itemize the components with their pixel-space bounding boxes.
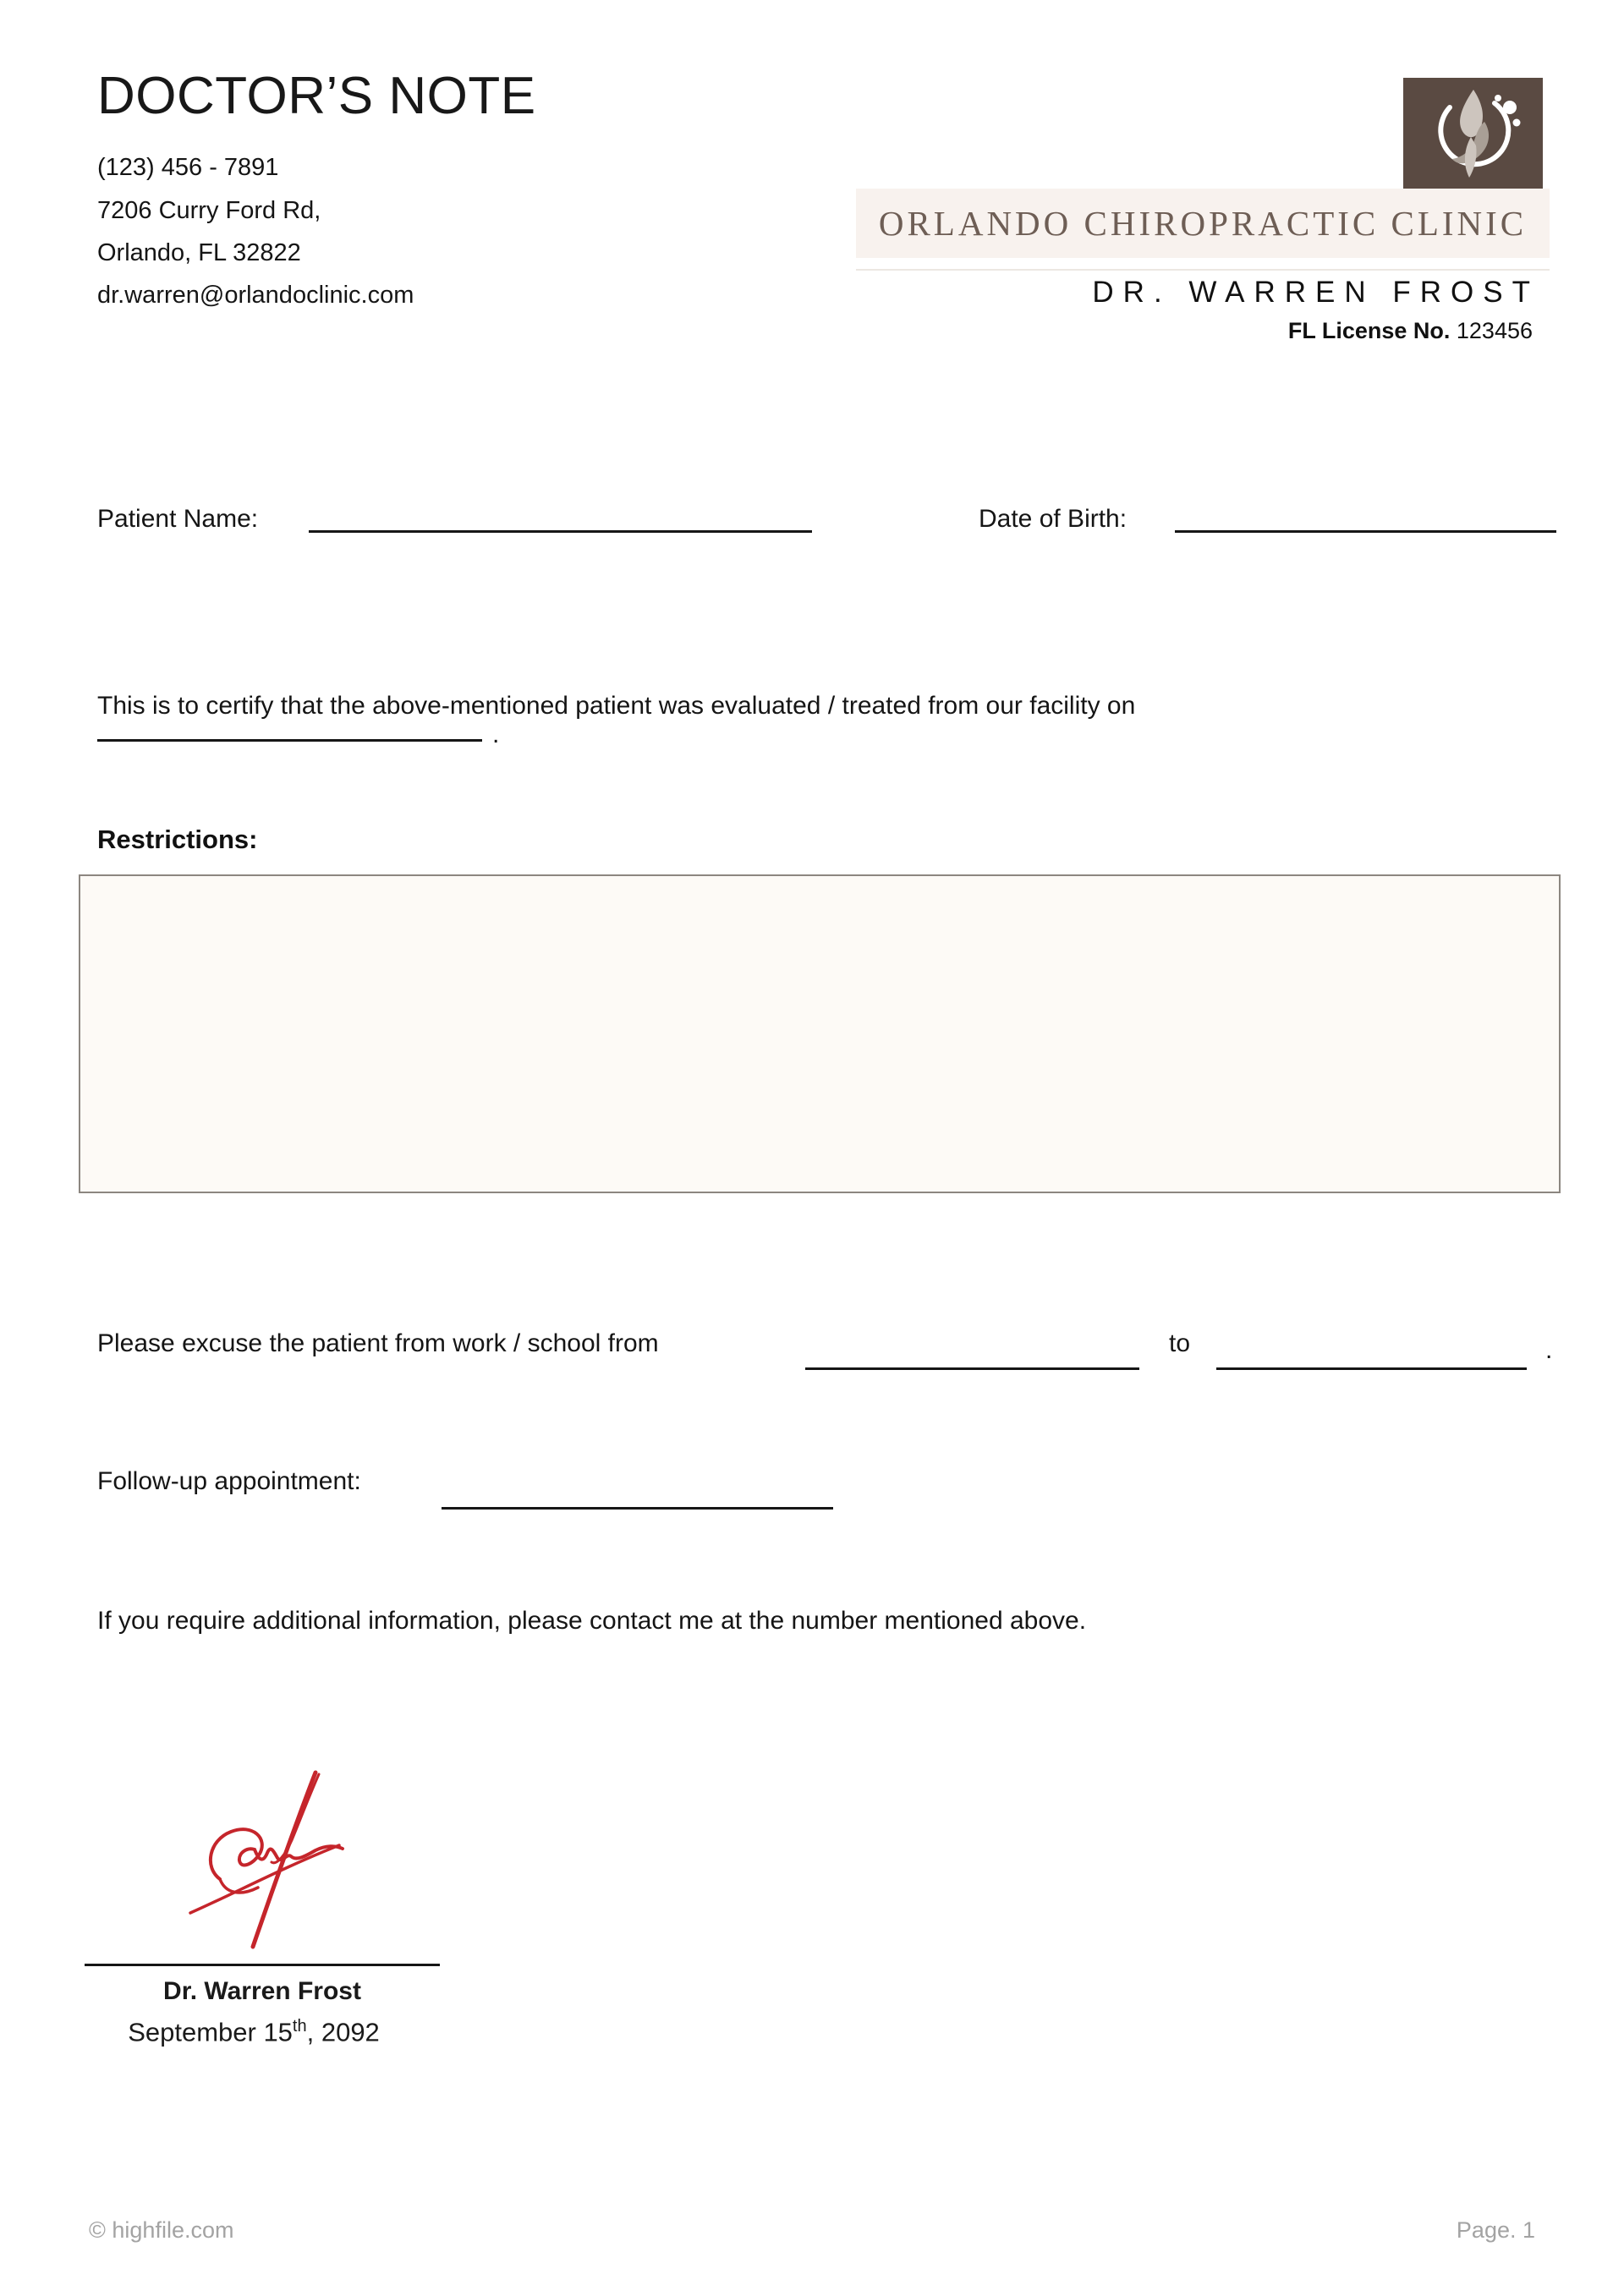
clinic-address-line1: 7206 Curry Ford Rd, xyxy=(97,197,321,224)
clinic-name: ORLANDO CHIROPRACTIC CLINIC xyxy=(878,204,1528,243)
signature-icon xyxy=(173,1767,376,1954)
excuse-period: . xyxy=(1545,1336,1553,1364)
doctor-signature-image xyxy=(173,1767,376,1958)
footer-copyright: © highfile.com xyxy=(89,2217,234,2243)
followup-label: Follow-up appointment: xyxy=(97,1467,361,1495)
license-number: 123456 xyxy=(1456,318,1533,343)
doctor-name: DR. WARREN FROST xyxy=(1092,276,1539,309)
additional-info-text: If you require additional information, please contact me at the number mentioned above. xyxy=(97,1607,1087,1635)
signature-line xyxy=(85,1964,440,1966)
page-title: DOCTOR’S NOTE xyxy=(97,67,536,125)
excuse-prefix: Please excuse the patient from work / school from xyxy=(97,1329,659,1357)
clinic-name-banner xyxy=(856,189,1550,258)
patient-name-label: Patient Name: xyxy=(97,505,259,533)
date-superscript: th xyxy=(292,2017,307,2036)
clinic-phone: (123) 456 - 7891 xyxy=(97,154,279,181)
date-suffix: , 2092 xyxy=(306,2017,380,2047)
leaf-circle-logo-icon xyxy=(1403,78,1543,189)
excuse-to-blank xyxy=(1216,1343,1527,1370)
certify-text: This is to certify that the above-mentioned patient was evaluated / treated from our facility on xyxy=(97,692,1136,720)
clinic-email: dr.warren@orlandoclinic.com xyxy=(97,282,414,309)
followup-blank xyxy=(442,1482,833,1510)
excuse-connector: to xyxy=(1169,1329,1191,1357)
banner-divider xyxy=(856,269,1550,271)
license-line xyxy=(1288,318,1533,344)
license-label: FL License No. xyxy=(1287,318,1451,343)
dob-blank xyxy=(1175,507,1556,533)
patient-name-blank xyxy=(309,507,812,533)
restrictions-label: Restrictions: xyxy=(97,825,258,854)
clinic-logo-icon xyxy=(1403,78,1543,189)
date-prefix: September 15 xyxy=(128,2017,293,2047)
certify-blank-period: . xyxy=(492,721,500,748)
restrictions-box xyxy=(79,874,1561,1193)
dob-label: Date of Birth: xyxy=(979,505,1127,533)
footer-page-number: Page. 1 xyxy=(1456,2217,1535,2243)
clinic-address-line2: Orlando, FL 32822 xyxy=(97,239,301,266)
excuse-from-blank xyxy=(805,1343,1139,1370)
signature-date xyxy=(76,2017,431,2047)
signer-name: Dr. Warren Frost xyxy=(163,1977,361,2005)
treatment-date-blank xyxy=(97,715,482,742)
